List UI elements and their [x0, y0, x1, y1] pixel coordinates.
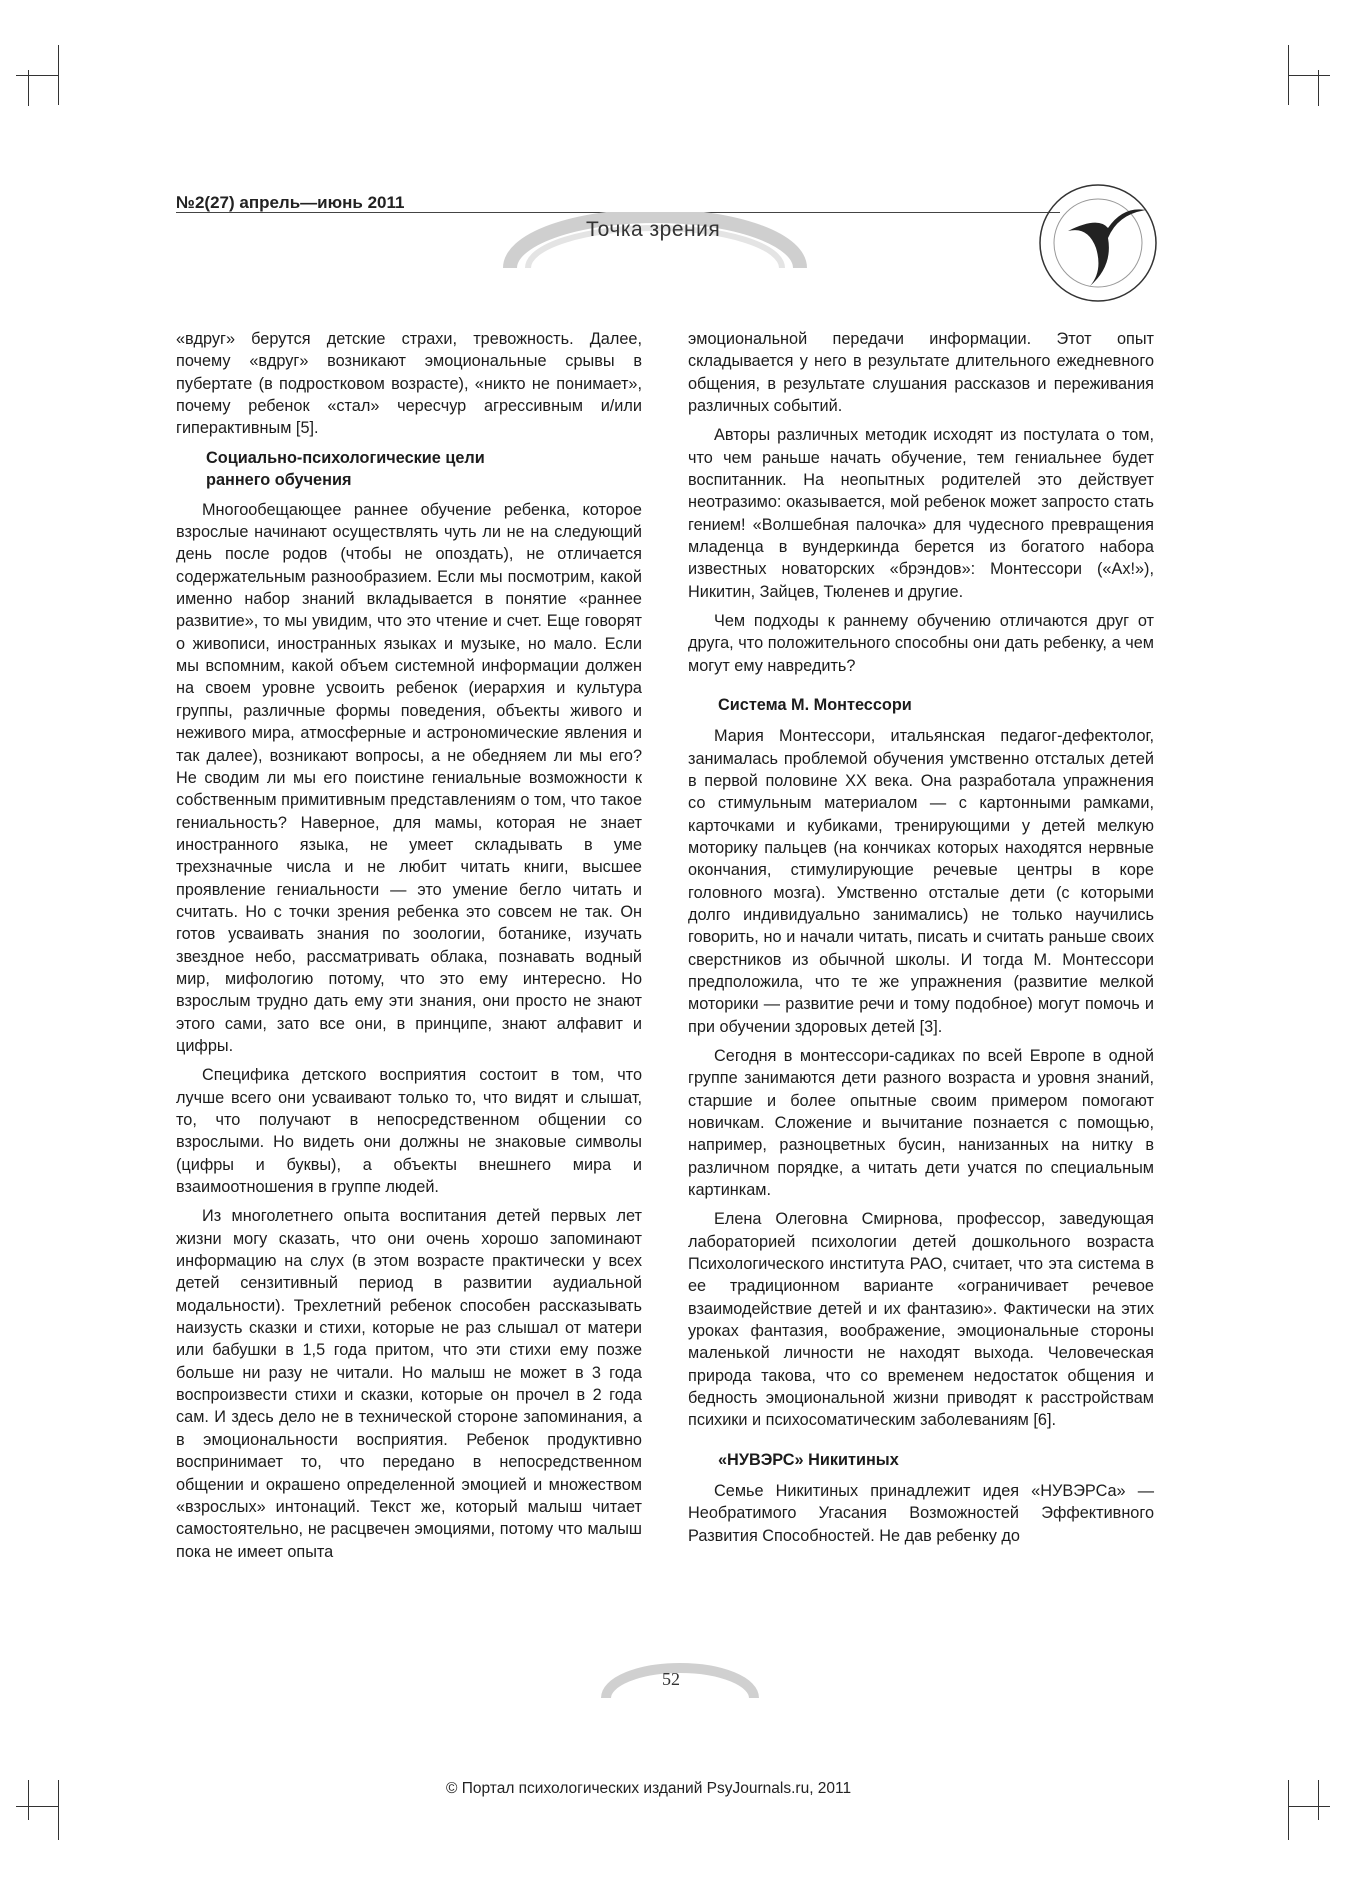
left-column [176, 328, 642, 1570]
paragraph: «вдруг» берутся детские страхи, тревожность. Далее, почему «вдруг» возникают эмоциональные срывы в пубертате (в подростковом возрасте), «никто не понимает», почему ребенок «стал» чересчур агрессивным и/или гиперактивным [5]. [176, 330, 642, 438]
subheading: «НУВЭРС» Никитиных [718, 1450, 899, 1469]
paragraph: Специфика детского восприятия состоит в том, что лучше всего они усваивают только то, что видят и слышат, то, что получают в непосредственном общении со взрослыми. Но видеть они должны не знаковые символы (цифры и буквы), а объекты внешнего мира и взаимоотношения в группе людей. [176, 1066, 642, 1197]
crop-mark [58, 1780, 59, 1840]
crop-mark [28, 1780, 29, 1820]
paragraph: Семье Никитиных принадлежит идея «НУВЭРСа» — Необратимого Угасания Возможностей Эффективного Развития Способностей. Не дав ребенку до [688, 1481, 1154, 1545]
page-number-ornament [600, 1658, 760, 1698]
paragraph: Чем подходы к раннему обучению отличаются друг от друга, что положительного способны они дать ребенку, а чем могут ему навредить? [688, 612, 1154, 675]
paragraph: Елена Олеговна Смирнова, профессор, заведующая лабораторией психологии детей дошкольного возраста Психологического института РАО, считает, что эта система в ее традиционном варианте «ограничивает речевое взаимодействие детей и их фантазию». Фактически на этих уроках фантазия, воображение, эмоциональные стороны маленькой личности не находят выхода. Человеческая природа такова, что со временем недостаток общения и бедность эмоциональной жизни приводят к расстройствам психики и психосоматическим заболеваниям [6]. [688, 1210, 1154, 1430]
crop-mark [1288, 1780, 1289, 1840]
journal-logo-icon [1028, 176, 1168, 310]
paragraph: Мария Монтессори, итальянская педагог-дефектолог, занималась проблемой обучения умственно отсталых детей в первой половине XX века. Она разработала упражнения со стимульным материалом — с картонными рамками, карточками и кубиками, тренирующими у детей мелкую моторику пальцев (на кончиках которых находятся нервные окончания, стимулирующие речевые центры в коре головного мозга). Умственно отсталые дети (с которыми долго индивидуально занимались) не только научились говорить, но и начали читать, писать и считать раньше своих сверстников из обычной школы. И тогда М. Монтессори предположила, что те же упражнения (развитие мелкой моторики — развитие речи и тому подобное) могут помочь и при обучении здоровых детей [3]. [688, 727, 1154, 1036]
paragraph: Из многолетнего опыта воспитания детей первых лет жизни могу сказать, что они очень хорошо запоминают информацию на слух (в этом возрасте практически у всех детей сензитивный период в развитии аудиальной модальности). Трехлетний ребенок способен рассказывать наизусть сказки и стихи, которые не раз слышал от матери или бабушки в 1,5 года притом, что эти стихи ему позже больше ни разу не читали. Но малыш не может в 3 года воспроизвести стихи и сказки, которые он прочел в 2 года сам. И здесь дело не в технической стороне запоминания, а в эмоциональности восприятия. Ребенок продуктивно воспринимает то, что передано в непосредственном общении и окрашено определенной эмоцией и множеством «взрослых» интонаций. Текст же, который малыш читает самостоятельно, не расцвечен эмоциями, потому что малыш пока не имеет опыта [176, 1207, 642, 1561]
paragraph: Сегодня в монтессори-садиках по всей Европе в одной группе занимаются дети разного возраста и уровня знаний, старшие и более опытные своим примером помогают новичкам. Сложение и вычитание познается с помощью, например, разноцветных бусин, нанизанных на нитку в различном порядке, а читать дети учатся по специальным картинкам. [688, 1046, 1154, 1200]
crop-mark [16, 1806, 58, 1807]
crop-mark [1288, 1806, 1330, 1807]
crop-mark [1318, 1780, 1319, 1820]
subheading-line: раннего обучения [206, 470, 352, 489]
footer-copyright: © Портал психологических изданий PsyJournals.ru, 2011 [446, 1780, 852, 1797]
subheading: Система М. Монтессори [718, 696, 912, 715]
page-number: 52 [662, 1669, 680, 1689]
issue-label: №2(27) апрель—июнь 2011 [176, 193, 405, 212]
crop-mark [1288, 75, 1330, 76]
subheading [206, 447, 642, 491]
paragraph: Авторы различных методик исходят из постулата о том, что чем раньше начать обучение, тем гениальнее будет воспитанник. На неопытных родителей это действует неотразимо: оказывается, мой ребенок может запросто стать гением! «Волшебная палочка» для чудесного превращения младенца в вундеркинда берется из богатого набора известных новаторских «брэндов»: Монтессори («Ах!»), Никитин, Зайцев, Тюленев и другие. [688, 426, 1154, 601]
section-title: Точка зрения [586, 218, 721, 241]
paragraph: эмоциональной передачи информации. Этот опыт складывается у него в результате длительного ежедневного общения, в результате слушания рассказов и переживания различных событий. [688, 330, 1154, 416]
crop-mark [16, 75, 58, 76]
right-column [688, 328, 1154, 1554]
subheading-line: Социально-психологические цели [206, 448, 485, 467]
crop-mark [58, 45, 59, 105]
paragraph: Многообещающее раннее обучение ребенка, которое взрослые начинают осуществлять чуть ли не на следующий день после родов (чтобы не опоздать), не отличается содержательным разнообразием. Если мы посмотрим, какой именно набор знаний вкладывается в понятие «раннее развитие», то мы увидим, что это чтение и счет. Еще говорят о живописи, иностранных языках и музыке, но мало. Если мы вспомним, какой объем системной информации должен на своем уровне усвоить ребенок (иерархия и культура группы, различные формы поведения, объекты живого и неживого мира, атмосферные и астрономические явления и так далее), возникают вопросы, а не обедняем ли мы его? Не сводим ли мы его поистине гениальные возможности к собственным примитивным представлениям о том, что такое гениальность? Наверное, для мамы, которая не знает иностранного языка, не умеет складывать в уме трехзначные числа и не любит читать книги, высшее проявление гениальности — это умение бегло читать и считать. Но с точки зрения ребенка это совсем не так. Он готов усваивать знания по зоологии, ботанике, изучать звездное небо, рассматривать облака, познавать водный мир, мифологию потому, что это ему интересно. Но взрослым трудно дать ему эти знания, они просто не знают этого сами, зато все они, в принципе, знают алфавит и цифры. [176, 500, 642, 1055]
